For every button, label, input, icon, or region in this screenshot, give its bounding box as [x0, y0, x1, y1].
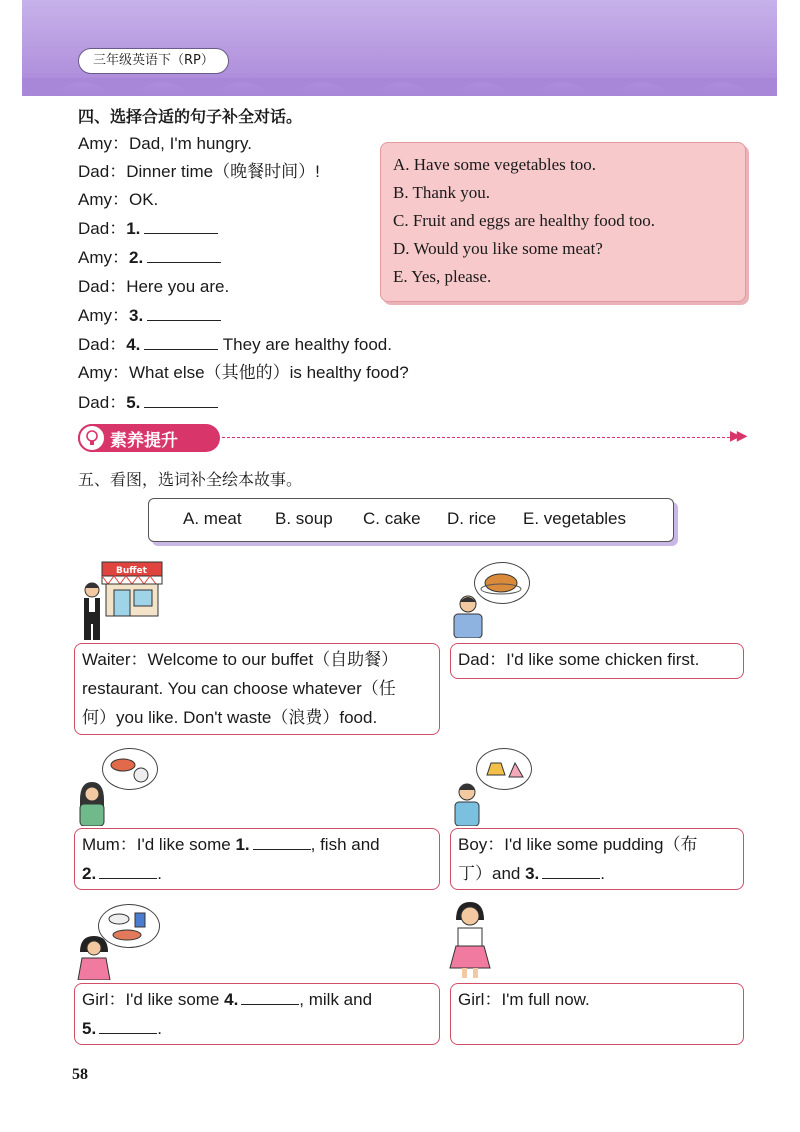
waiter-line: restaurant. You can choose whatever（任: [82, 679, 396, 698]
answer-blank[interactable]: [144, 334, 218, 350]
dad-figure: [450, 594, 486, 638]
word-bank-item: A. meat: [183, 509, 242, 528]
waiter-line: 何）you like. Don't waste（浪费）food.: [82, 708, 378, 727]
banner-divider: [222, 437, 730, 438]
dialog-line: Amy：What else（其他的）is healthy food?: [78, 363, 409, 382]
book-tag: 三年级英语下（RP）: [78, 48, 229, 74]
pudding-cake-icon: [477, 749, 531, 789]
dialog-line: Dad：Dinner time（晚餐时间）!: [78, 162, 320, 181]
word-bank: [148, 498, 674, 542]
buffet-shop-illustration: [76, 560, 170, 642]
section5-title: 五、看图，选词补全绘本故事。: [78, 470, 303, 489]
girl-full-figure: [448, 900, 492, 978]
girl-full-line: Girl：I'm full now.: [458, 990, 590, 1009]
option-item: D. Would you like some meat?: [393, 239, 603, 258]
shop-sign-text: Buffet: [116, 566, 147, 576]
dialog-line: Dad：1.: [78, 218, 218, 240]
options-box: [380, 142, 746, 302]
dialog-line: Amy：3.: [78, 305, 221, 327]
answer-blank[interactable]: [144, 392, 218, 408]
dialog-line: Dad：4. They are healthy food.: [78, 335, 392, 354]
page-number: 58: [72, 1066, 88, 1083]
thought-bubble: [102, 748, 158, 790]
option-item: E. Yes, please.: [393, 267, 492, 286]
waiter-line: Waiter：Welcome to our buffet（自助餐）: [82, 650, 399, 669]
banner-title: 素养提升: [110, 431, 178, 451]
answer-blank[interactable]: [147, 305, 221, 321]
answer-blank[interactable]: [147, 247, 221, 263]
girl-line: Girl：I'd like some 4. , milk and: [82, 990, 373, 1009]
word-bank-item: E. vegetables: [523, 509, 627, 528]
word-bank-item: D. rice: [447, 509, 497, 528]
answer-blank[interactable]: [542, 863, 600, 879]
double-arrow-icon: ▶▶: [730, 428, 744, 444]
dialog-line: Amy：OK.: [78, 190, 159, 209]
boy-line: Boy：I'd like some pudding（布: [458, 835, 698, 854]
answer-blank[interactable]: [241, 989, 299, 1005]
lightbulb-icon: [78, 424, 106, 452]
boy-figure: [450, 780, 484, 826]
girl-figure: [76, 934, 112, 980]
dialog-line: Amy：2.: [78, 247, 221, 269]
answer-blank[interactable]: [253, 834, 311, 850]
mum-figure: [74, 780, 110, 826]
option-item: A. Have some vegetables too.: [393, 155, 596, 174]
thought-bubble: [476, 748, 532, 790]
mum-line: 2. .: [82, 864, 162, 883]
answer-blank[interactable]: [144, 218, 218, 234]
option-item: B. Thank you.: [393, 183, 490, 202]
section4-title: 四、选择合适的句子补全对话。: [78, 107, 303, 126]
girl-line: 5. .: [82, 1019, 162, 1038]
dialog-line: Amy：Dad, I'm hungry.: [78, 134, 252, 153]
word-bank-item: B. soup: [275, 509, 333, 528]
answer-blank[interactable]: [99, 1018, 157, 1034]
answer-blank[interactable]: [99, 863, 157, 879]
mum-line: Mum：I'd like some 1. , fish and: [82, 835, 380, 854]
dad-line: Dad：I'd like some chicken first.: [458, 650, 700, 669]
option-item: C. Fruit and eggs are healthy food too.: [393, 211, 656, 230]
header-wave: [22, 78, 777, 104]
boy-line: 丁）and 3. .: [458, 864, 606, 883]
dialog-line: Dad：Here you are.: [78, 277, 230, 296]
dialog-line: Dad：5.: [78, 392, 218, 414]
word-bank-item: C. cake: [363, 509, 421, 528]
fish-dish-icon: [103, 749, 157, 789]
